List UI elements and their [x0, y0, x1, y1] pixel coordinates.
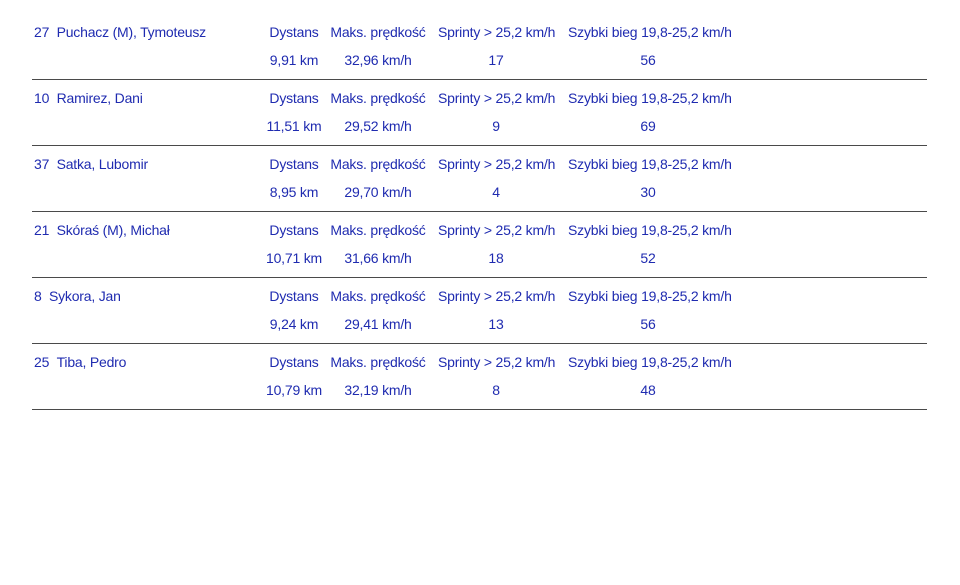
sprints-value: 13 [488, 316, 504, 332]
sprints-value: 18 [488, 250, 504, 266]
distance-value: 10,79 km [266, 382, 322, 398]
player-number: 10 [34, 90, 50, 106]
player-name: Satka, Lubomir [56, 156, 148, 172]
player-name: Tiba, Pedro [56, 354, 127, 370]
fast-runs-value: 69 [640, 118, 656, 134]
player-name: Sykora, Jan [48, 288, 121, 304]
fast-runs-header: Szybki bieg 19,8-25,2 km/h [568, 156, 732, 172]
player-row [32, 344, 927, 410]
player-name-cell [34, 353, 126, 371]
distance-header: Dystans [269, 90, 319, 106]
distance-value: 9,24 km [269, 316, 319, 332]
max-speed-value: 29,52 km/h [344, 118, 412, 134]
max-speed-value: 32,19 km/h [344, 382, 412, 398]
player-row [32, 14, 927, 80]
fast-runs-header: Szybki bieg 19,8-25,2 km/h [568, 90, 732, 106]
distance-value: 9,91 km [269, 52, 319, 68]
player-number: 21 [34, 222, 50, 238]
fast-runs-header: Szybki bieg 19,8-25,2 km/h [568, 354, 732, 370]
max-speed-header: Maks. prędkość [330, 222, 426, 238]
max-speed-value: 29,41 km/h [344, 316, 412, 332]
player-number: 27 [34, 24, 50, 40]
sprints-header: Sprinty > 25,2 km/h [438, 288, 556, 304]
distance-header: Dystans [269, 156, 319, 172]
player-row [32, 278, 927, 344]
player-row [32, 80, 927, 146]
fast-runs-header: Szybki bieg 19,8-25,2 km/h [568, 288, 732, 304]
fast-runs-value: 30 [640, 184, 656, 200]
distance-value: 11,51 km [266, 118, 322, 134]
sprints-header: Sprinty > 25,2 km/h [438, 156, 556, 172]
max-speed-header: Maks. prędkość [330, 90, 426, 106]
sprints-header: Sprinty > 25,2 km/h [438, 90, 556, 106]
sprints-header: Sprinty > 25,2 km/h [438, 354, 556, 370]
fast-runs-value: 56 [640, 316, 656, 332]
player-name: Skóraś (M), Michał [56, 222, 170, 238]
distance-header: Dystans [269, 288, 319, 304]
max-speed-header: Maks. prędkość [330, 156, 426, 172]
distance-header: Dystans [269, 24, 319, 40]
sprints-value: 17 [488, 52, 504, 68]
max-speed-header: Maks. prędkość [330, 354, 426, 370]
max-speed-value: 29,70 km/h [344, 184, 412, 200]
player-name-cell [34, 89, 143, 107]
player-stats-table [32, 14, 927, 410]
distance-value: 8,95 km [269, 184, 319, 200]
distance-value: 10,71 km [266, 250, 322, 266]
sprints-value: 8 [492, 382, 500, 398]
player-name-cell [34, 155, 148, 173]
max-speed-value: 32,96 km/h [344, 52, 412, 68]
player-number: 37 [34, 156, 50, 172]
sprints-header: Sprinty > 25,2 km/h [438, 222, 556, 238]
distance-header: Dystans [269, 222, 319, 238]
sprints-value: 4 [492, 184, 500, 200]
sprints-value: 9 [492, 118, 500, 134]
player-row [32, 146, 927, 212]
fast-runs-value: 48 [640, 382, 656, 398]
fast-runs-value: 56 [640, 52, 656, 68]
player-name: Puchacz (M), Tymoteusz [56, 24, 206, 40]
fast-runs-header: Szybki bieg 19,8-25,2 km/h [568, 24, 732, 40]
player-name: Ramirez, Dani [56, 90, 143, 106]
fast-runs-header: Szybki bieg 19,8-25,2 km/h [568, 222, 732, 238]
max-speed-header: Maks. prędkość [330, 24, 426, 40]
max-speed-value: 31,66 km/h [344, 250, 412, 266]
player-number: 25 [34, 354, 50, 370]
distance-header: Dystans [269, 354, 319, 370]
player-name-cell [34, 23, 206, 41]
player-name-cell [34, 221, 170, 239]
sprints-header: Sprinty > 25,2 km/h [438, 24, 556, 40]
player-name-cell [34, 287, 121, 305]
fast-runs-value: 52 [640, 250, 656, 266]
player-number: 8 [34, 288, 42, 304]
player-row [32, 212, 927, 278]
max-speed-header: Maks. prędkość [330, 288, 426, 304]
